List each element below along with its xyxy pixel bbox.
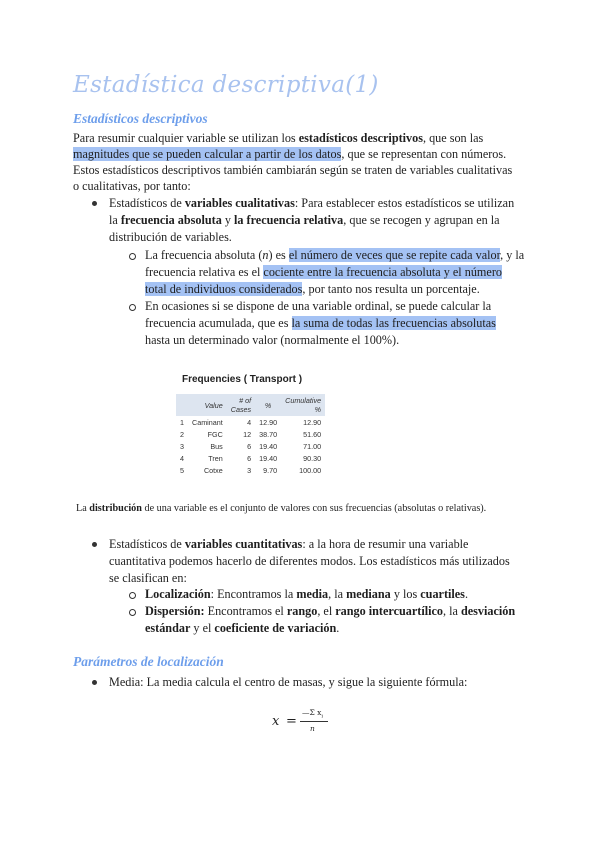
- formula-numerator: —Σ $x_i$: [302, 708, 324, 720]
- frequency-table: [176, 394, 325, 476]
- col-header: %: [255, 394, 281, 416]
- table-cell: 19.40: [259, 441, 278, 451]
- formula-lhs: x: [272, 714, 280, 729]
- table-cell: Cotxe: [203, 465, 223, 475]
- heading-parametros-localizacion: Parámetros de localización: [73, 654, 224, 669]
- highlight: total de individuos considerados: [145, 282, 303, 296]
- table-row: [176, 464, 325, 476]
- bullet-line: Estadísticos de variables cualitativas: Para establecer estos estadísticos se utilizan: [109, 196, 515, 210]
- table-header-row: [176, 394, 325, 416]
- table-cell: 38.70: [259, 429, 278, 439]
- table-cell: 3: [247, 465, 252, 475]
- highlight: cociente entre la frecuencia absoluta y el número: [263, 265, 502, 279]
- table-row: [176, 440, 325, 452]
- paragraph-line: Para resumir cualquier variable se utilizan los estadísticos descriptivos, que son las: [73, 131, 484, 145]
- highlight: magnitudes que se pueden calcular a partir de los datos: [73, 147, 342, 161]
- table-cell: 51.60: [303, 429, 322, 439]
- table-cell: Tren: [208, 453, 223, 463]
- sub-bullet-line: hasta un determinado valor (normalmente el 100%).: [145, 333, 400, 347]
- paragraph-line: magnitudes que se pueden calcular a partir de los datos, que se representan con números.: [73, 147, 507, 161]
- sub-bullet-line: estándar y el coeficiente de variación.: [145, 621, 340, 635]
- sub-bullet-line: Localización: Encontramos la media, la mediana y los cuartiles.: [145, 587, 468, 601]
- bullet-line: cuantitativa podemos hacerlo de diferentes modos. Los estadísticos más utilizados: [109, 554, 510, 568]
- table-row: [176, 452, 325, 464]
- table-cell: 3: [180, 441, 184, 451]
- table-cell: 2: [180, 429, 184, 439]
- bullet-line: la frecuencia absoluta y la frecuencia relativa, que se recogen y agrupan en la: [109, 213, 500, 227]
- table-row: [176, 416, 325, 428]
- bullet-line: Estadísticos de variables cuantitativas: a la hora de resumir una variable: [109, 537, 469, 551]
- highlight: el número de veces que se repite cada valor: [288, 248, 501, 262]
- table-cell: 100.00: [299, 465, 322, 475]
- bullet-icon: [92, 680, 97, 685]
- bullet-line: se clasifican en:: [109, 571, 187, 585]
- table-cell: 12: [243, 429, 252, 439]
- table-cell: 4: [247, 417, 252, 427]
- sub-bullet-line: frecuencia acumulada, que es la suma de todas las frecuencias absolutas: [145, 316, 496, 330]
- table-cell: 6: [247, 453, 252, 463]
- table-cell: 1: [180, 417, 184, 427]
- heading-estadisticos-descriptivos: Estadísticos descriptivos: [73, 111, 208, 126]
- sub-bullet-icon: [129, 592, 136, 599]
- sub-bullet-line: En ocasiones si se dispone de una variable ordinal, se puede calcular la: [145, 299, 492, 313]
- sub-bullet-line: La frecuencia absoluta (n) es el número de veces que se repite cada valor, y la: [145, 248, 525, 262]
- table-cell: Caminant: [192, 417, 223, 427]
- paragraph-line: Estos estadísticos descriptivos también cambiarán según se traten de variables cualitativas: [73, 163, 513, 177]
- col-header: [176, 394, 188, 416]
- sub-bullet-icon: [129, 253, 136, 260]
- bullet-line: Media: La media calcula el centro de masas, y sigue la siguiente fórmula:: [109, 675, 468, 689]
- col-header: Value: [188, 394, 227, 416]
- table-cell: 90.30: [303, 453, 322, 463]
- sub-bullet-icon: [129, 304, 136, 311]
- table-cell: 4: [180, 453, 184, 463]
- bullet-icon: [92, 201, 97, 206]
- table-cell: 9.70: [263, 465, 278, 475]
- table-cell: 5: [180, 465, 184, 475]
- table-cell: 6: [247, 441, 252, 451]
- table-cell: 71.00: [303, 441, 322, 451]
- fraction-bar: [300, 721, 328, 722]
- bullet-line: distribución de variables.: [109, 230, 232, 244]
- sub-bullet-line: frecuencia relativa es el cociente entre la frecuencia absoluta y el número: [145, 265, 502, 279]
- frequency-table-title: Frequencies ( Transport ): [182, 374, 303, 385]
- sub-bullet-line: total de individuos considerados, por tanto nos resulta un porcentaje.: [145, 282, 480, 296]
- figure-caption: La distribución de una variable es el conjunto de valores con sus frecuencias (absolutas o relativas).: [76, 503, 487, 514]
- page-title: Estadística descriptiva(1): [73, 72, 379, 98]
- table-cell: 12.90: [303, 417, 322, 427]
- table-cell: 12.90: [259, 417, 278, 427]
- sub-bullet-icon: [129, 609, 136, 616]
- formula-equals: =: [286, 714, 297, 729]
- sub-bullet-line: Dispersión: Encontramos el rango, el rango intercuartílico, la desviación: [145, 604, 516, 618]
- col-header: # of Cases: [227, 394, 255, 416]
- table-cell: FGC: [207, 429, 223, 439]
- highlight: la suma de todas las frecuencias absolutas: [291, 316, 496, 330]
- paragraph-line: o cualitativas, por tanto:: [73, 179, 191, 193]
- formula-denominator: n: [310, 724, 315, 733]
- col-header: Cumulative %: [281, 394, 325, 416]
- table-cell: 19.40: [259, 453, 278, 463]
- bullet-icon: [92, 542, 97, 547]
- table-row: [176, 428, 325, 440]
- table-cell: Bus: [210, 441, 223, 451]
